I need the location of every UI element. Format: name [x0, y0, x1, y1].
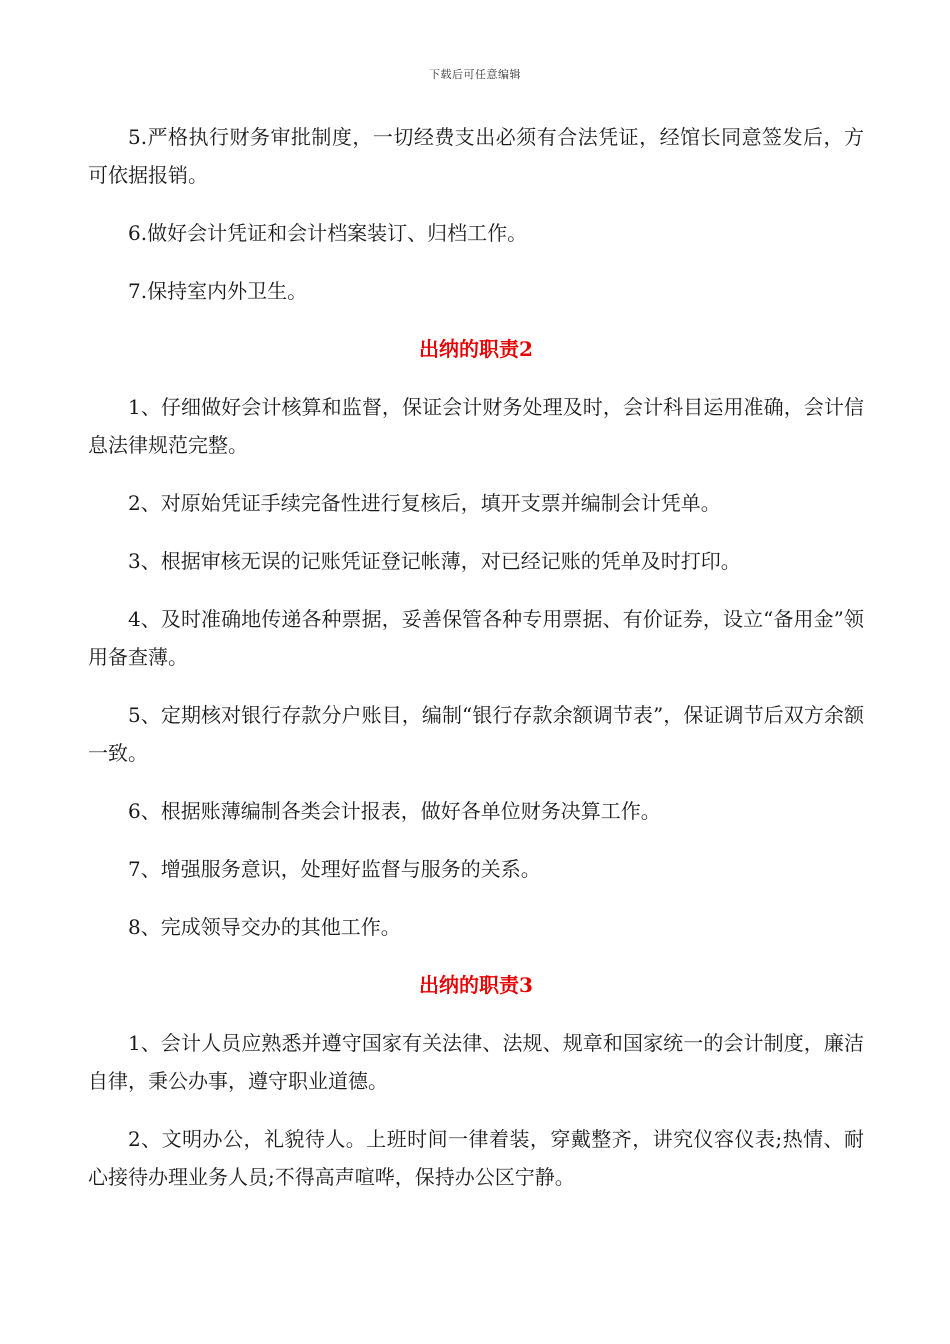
page-header-note: 下载后可任意编辑	[429, 68, 521, 81]
paragraph: 5.严格执行财务审批制度，一切经费支出必须有合法凭证，经馆长同意签发后，方可依据报销。	[88, 125, 864, 187]
document-body	[88, 118, 864, 1216]
paragraph: 7、增强服务意识，处理好监督与服务的关系。	[128, 857, 541, 881]
paragraph: 4、及时准确地传递各种票据，妥善保管各种专用票据、有价证券，设立“备用金”领用备查薄。	[88, 607, 864, 669]
paragraph: 5、定期核对银行存款分户账目，编制“银行存款余额调节表”，保证调节后双方余额一致。	[88, 703, 864, 765]
paragraph: 1、仔细做好会计核算和监督，保证会计财务处理及时，会计科目运用准确，会计信息法律规范完整。	[88, 395, 864, 457]
paragraph: 6.做好会计凭证和会计档案装订、归档工作。	[128, 221, 528, 245]
paragraph: 3、根据审核无误的记账凭证登记帐薄，对已经记账的凭单及时打印。	[128, 549, 741, 573]
paragraph: 8、完成领导交办的其他工作。	[128, 915, 401, 939]
paragraph: 2、对原始凭证手续完备性进行复核后，填开支票并编制会计凭单。	[128, 491, 721, 515]
paragraph: 2、文明办公，礼貌待人。上班时间一律着装，穿戴整齐，讲究仪容仪表;热情、耐心接待办理业务人员;不得高声喧哗，保持办公区宁静。	[88, 1127, 864, 1189]
paragraph: 6、根据账薄编制各类会计报表，做好各单位财务决算工作。	[128, 799, 661, 823]
section-heading: 出纳的职责2	[419, 337, 533, 361]
paragraph: 7.保持室内外卫生。	[128, 279, 308, 303]
section-heading: 出纳的职责3	[419, 973, 533, 997]
paragraph: 1、会计人员应熟悉并遵守国家有关法律、法规、规章和国家统一的会计制度，廉洁自律，秉公办事，遵守职业道德。	[88, 1031, 864, 1093]
